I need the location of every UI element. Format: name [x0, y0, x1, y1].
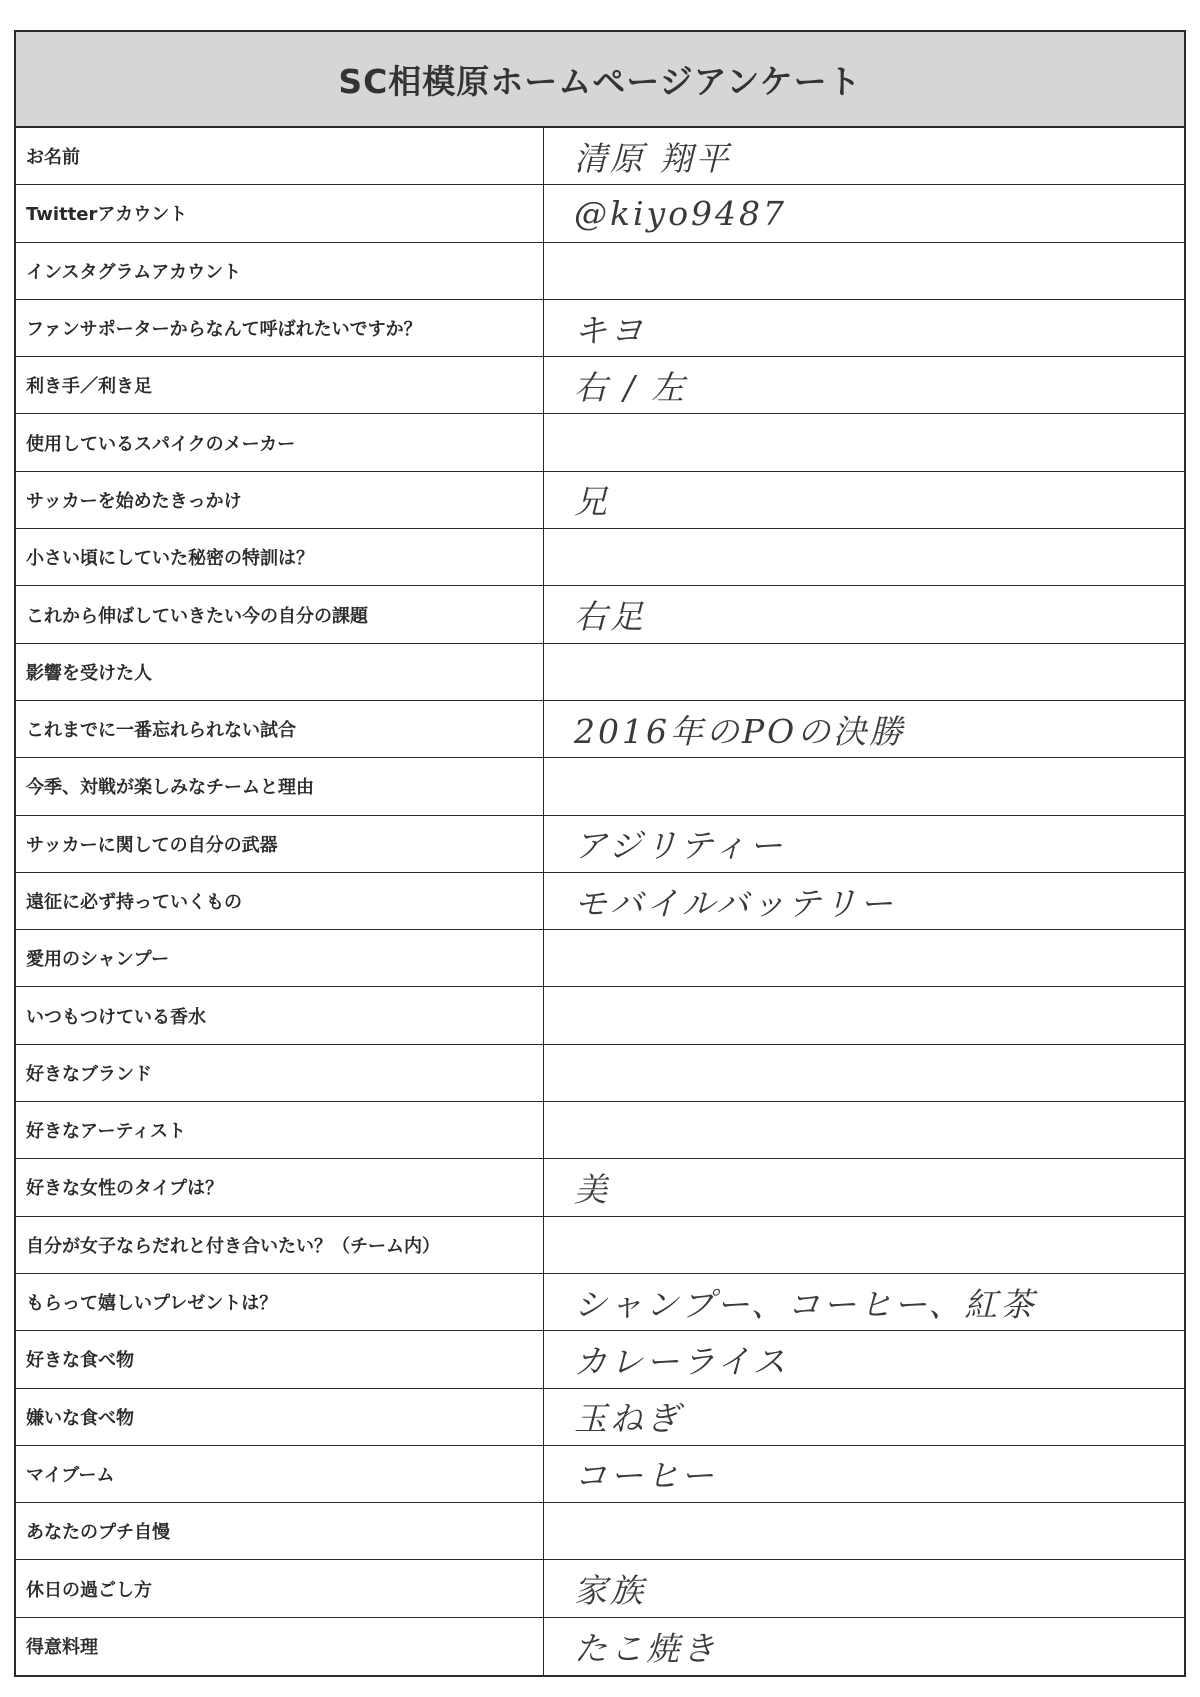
question-label: 今季、対戦が楽しみなチームと理由 [16, 758, 544, 814]
handwritten-answer: 右足 [574, 597, 646, 637]
table-row [16, 1331, 1184, 1388]
question-label: 利き手／利き足 [16, 357, 544, 413]
question-label: 自分が女子ならだれと付き合いたい？（チーム内） [16, 1217, 544, 1273]
question-label: これから伸ばしていきたい今の自分の課題 [16, 586, 544, 642]
table-row [16, 987, 1184, 1044]
table-row [16, 1045, 1184, 1102]
table-row [16, 128, 1184, 185]
table-row [16, 1618, 1184, 1675]
question-label: いつもつけている香水 [16, 987, 544, 1043]
table-row [16, 1503, 1184, 1560]
table-row [16, 300, 1184, 357]
handwritten-answer [544, 644, 1184, 700]
handwritten-answer: たこ焼き [574, 1628, 718, 1668]
table-row [16, 1446, 1184, 1503]
handwritten-answer [544, 1102, 1184, 1158]
table-row [16, 586, 1184, 643]
question-label: 嫌いな食べ物 [16, 1389, 544, 1445]
handwritten-answer: カレーライス [574, 1341, 789, 1381]
question-label: 愛用のシャンプー [16, 930, 544, 986]
question-label: ファンサポーターからなんて呼ばれたいですか？ [16, 300, 544, 356]
question-label: インスタグラムアカウント [16, 243, 544, 299]
question-label: マイブーム [16, 1446, 544, 1502]
question-label: 好きなアーティスト [16, 1102, 544, 1158]
table-row [16, 185, 1184, 242]
question-label: 好きな女性のタイプは？ [16, 1159, 544, 1215]
handwritten-answer: 清原 翔平 [574, 138, 732, 178]
table-row [16, 758, 1184, 815]
handwritten-answer: コーヒー [574, 1456, 717, 1496]
page-title: SC相模原ホームページアンケート [338, 61, 862, 101]
table-row [16, 1389, 1184, 1446]
question-label: Twitterアカウント [16, 185, 544, 241]
table-row [16, 930, 1184, 987]
handwritten-answer [544, 1045, 1184, 1101]
question-label: 好きなブランド [16, 1045, 544, 1101]
question-label: サッカーを始めたきっかけ [16, 472, 544, 528]
table-row [16, 357, 1184, 414]
table-row [16, 414, 1184, 471]
table-row [16, 472, 1184, 529]
question-label: サッカーに関しての自分の武器 [16, 816, 544, 872]
table-row [16, 1102, 1184, 1159]
question-label: もらって嬉しいプレゼントは？ [16, 1274, 544, 1330]
table-row [16, 243, 1184, 300]
handwritten-answer: 家族 [574, 1571, 646, 1611]
handwritten-answer: 右 / 左 [574, 367, 688, 407]
question-label: 遠征に必ず持っていくもの [16, 873, 544, 929]
survey-table [16, 128, 1184, 1675]
handwritten-answer [544, 1503, 1184, 1559]
handwritten-answer [544, 1217, 1184, 1273]
question-label: これまでに一番忘れられない試合 [16, 701, 544, 757]
question-label: 得意料理 [16, 1618, 544, 1675]
handwritten-answer: キヨ [574, 310, 646, 350]
table-row [16, 701, 1184, 758]
table-row [16, 1274, 1184, 1331]
handwritten-answer [544, 930, 1184, 986]
handwritten-answer [544, 758, 1184, 814]
title-bar [16, 32, 1184, 128]
question-label: あなたのプチ自慢 [16, 1503, 544, 1559]
handwritten-answer: 美 [574, 1169, 610, 1209]
table-row [16, 1217, 1184, 1274]
handwritten-answer: @kiyo9487 [574, 193, 788, 233]
table-row [16, 529, 1184, 586]
handwritten-answer: モバイルバッテリー [574, 883, 896, 923]
handwritten-answer [544, 987, 1184, 1043]
handwritten-answer: シャンプー、コーヒー、紅茶 [574, 1284, 1037, 1324]
handwritten-answer: 2016年のPOの決勝 [574, 711, 906, 751]
table-row [16, 1159, 1184, 1216]
survey-sheet [14, 30, 1186, 1677]
table-row [16, 644, 1184, 701]
question-label: 好きな食べ物 [16, 1331, 544, 1387]
handwritten-answer: 兄 [574, 482, 610, 522]
table-row [16, 816, 1184, 873]
question-label: 使用しているスパイクのメーカー [16, 414, 544, 470]
handwritten-answer: 玉ねぎ [574, 1399, 682, 1439]
table-row [16, 1560, 1184, 1617]
table-row [16, 873, 1184, 930]
handwritten-answer: アジリティー [574, 826, 786, 866]
question-label: 休日の過ごし方 [16, 1560, 544, 1616]
question-label: お名前 [16, 128, 544, 184]
handwritten-answer [544, 529, 1184, 585]
question-label: 影響を受けた人 [16, 644, 544, 700]
handwritten-answer [544, 243, 1184, 299]
handwritten-answer [544, 414, 1184, 470]
question-label: 小さい頃にしていた秘密の特訓は？ [16, 529, 544, 585]
